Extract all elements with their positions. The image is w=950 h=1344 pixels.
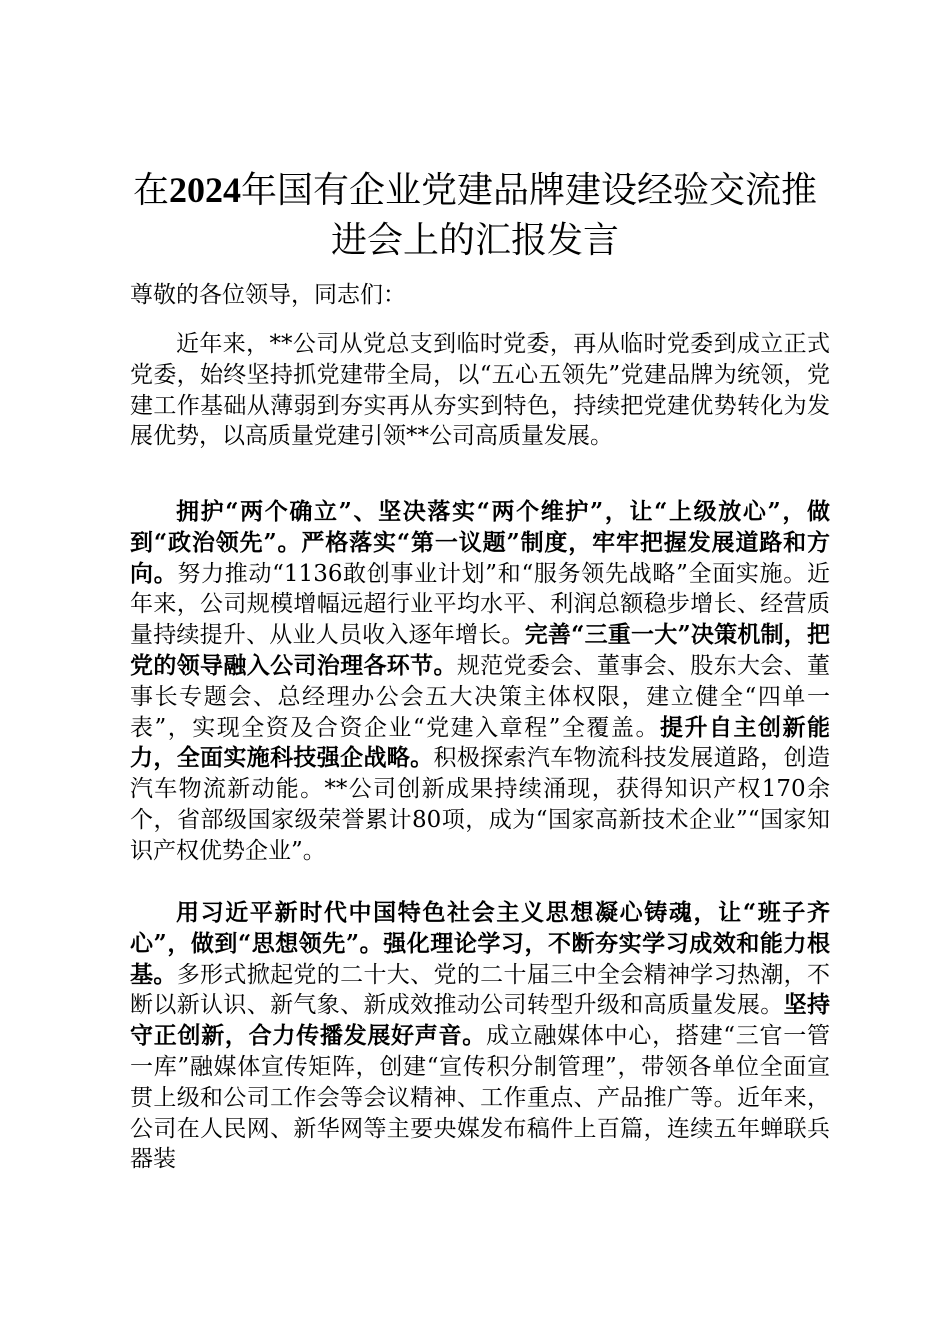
salutation: 尊敬的各位领导，同志们： — [130, 282, 406, 308]
paragraph-2 — [130, 497, 830, 867]
title-year: 2024 — [169, 170, 241, 210]
paragraph-text: 成立融媒体中心，搭建“三官一管一库”融媒体宣传矩阵，创建“宣传积分制管理”，带领各单位全面宣贯上级和公司工作会等会议精神、工作重点、产品推广等。近年来，公司在人民网、新华网等主要央媒发布稿件上百篇，连续五年蝉联兵器装 — [130, 1023, 830, 1173]
document-title — [120, 165, 830, 266]
paragraph-text: 努力推动“1136敢创事业计划”和“服务领先战略”全面实施。近年来，公司规模增幅远超行业平均水平、利润总额稳步增长、经营质量持续提升、从业人员收入逐年增长。 — [130, 560, 830, 649]
paragraph-3 — [130, 898, 830, 1175]
paragraph-text: 规范党委会、董事会、股东大会、董事长专题会、总经理办公会五大决策主体权限，建立健全“四单一表”，实现全资及合资企业“党建入章程”全覆盖。 — [130, 652, 831, 741]
bold-heading-text: 提升自主创新能力，全面实施科技强企战略。 — [130, 713, 830, 772]
bold-heading-text: 用习近平新时代中国特色社会主义思想凝心铸魂，让“班子齐心”，做到“思想领先”。强化理论学习，不断夯实学习成效和能力根基。 — [130, 899, 830, 988]
paragraph-1 — [130, 329, 830, 452]
bold-heading-text: 坚持守正创新，合力传播发展好声音。 — [130, 991, 831, 1050]
bold-heading-text: 拥护“两个确立”、坚决落实“两个维护”，让“上级放心”，做到“政治领先”。严格落实“第一议题”制度，牢牢把握发展道路和方向。 — [130, 498, 830, 587]
title-suffix: 年国有企业党建品牌建设经验交流推进会上的汇报发言 — [241, 170, 818, 261]
paragraph-text: 积极探索汽车物流科技发展道路，创造汽车物流新动能。**公司创新成果持续涌现，获得知识产权170余个，省部级国家级荣誉累计80项，成为“国家高新技术企业”“国家知识产权优势企业”。 — [130, 745, 831, 864]
bold-heading-text: 完善“三重一大”决策机制，把党的领导融入公司治理各环节。 — [130, 621, 830, 679]
paragraph-text: 多形式掀起党的二十大、党的二十届三中全会精神学习热潮，不断以新认识、新气象、新成效推动公司转型升级和高质量发展。 — [130, 961, 831, 1019]
paragraph-text: 近年来，**公司从党总支到临时党委，再从临时党委到成立正式党委，始终坚持抓党建带全局，以“五心五领先”党建品牌为统领，党建工作基础从薄弱到夯实再从夯实到特色，持续把党建优势转化为发展优势，以高质量党建引领**公司高质量发展。 — [130, 331, 830, 450]
title-prefix: 在 — [132, 170, 169, 211]
